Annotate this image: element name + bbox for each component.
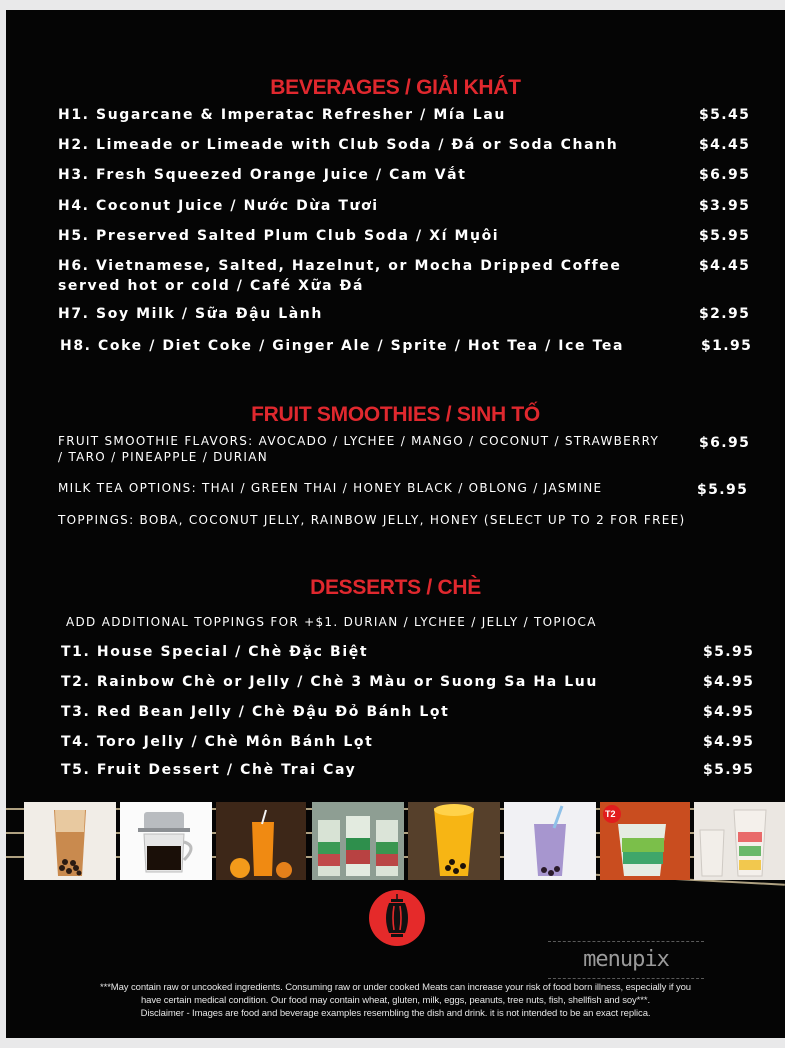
item-name: T3. Red Bean Jelly / Chè Đậu Đỏ Bánh Lọt [61, 704, 450, 720]
toppings-note: TOPPINGS: BOBA, COCONUT JELLY, RAINBOW JELLY, HONEY (SELECT UP TO 2 FOR FREE) [58, 513, 686, 527]
mango-smoothie-photo [408, 802, 500, 880]
item-price: $6.95 [699, 167, 751, 183]
item-name: H4. Coconut Juice / Nước Dừa Tươi [58, 198, 379, 214]
item-name: H7. Soy Milk / Sữa Đậu Lành [58, 306, 323, 322]
item-name: T2. Rainbow Chè or Jelly / Chè 3 Màu or Suong Sa Ha Luu [61, 674, 598, 690]
disclaimer-line: ***May contain raw or uncooked ingredients. Consuming raw or under cooked Meats can increase your risk of food born illness, especially if you [100, 982, 691, 993]
rainbow-jelly-photo [600, 802, 690, 880]
orange-juice-photo [216, 802, 306, 880]
item-name: H1. Sugarcane & Imperatac Refresher / Mía Lau [58, 107, 506, 123]
coffee-photo [120, 802, 212, 880]
photo-strip [6, 802, 785, 882]
lantern-icon [369, 890, 425, 946]
milk-tea-price: $5.95 [697, 482, 749, 498]
smoothie-flavors: FRUIT SMOOTHIE FLAVORS: AVOCADO / LYCHEE / MANGO / COCONUT / STRAWBERRY / TARO / PINEAPPLE / DURIAN [58, 434, 660, 464]
item-name: T1. House Special / Chè Đặc Biệt [61, 644, 369, 660]
taro-smoothie-photo [504, 802, 596, 880]
smoothies-heading: FRUIT SMOOTHIES / SINH TỐ [251, 403, 540, 426]
item-price: $5.95 [703, 644, 755, 660]
menupix-watermark: menupix [548, 941, 704, 979]
desserts-heading: DESSERTS / CHÈ [310, 576, 481, 599]
disclaimer-line: Disclaimer - Images are food and beverage examples resembling the dish and drink. it is not intended to be an exact replica. [140, 1008, 651, 1019]
item-price: $5.45 [699, 107, 751, 123]
item-price: $4.95 [703, 704, 755, 720]
item-name: H2. Limeade or Limeade with Club Soda / Đá or Soda Chanh [58, 137, 619, 153]
item-name: H6. Vietnamese, Salted, Hazelnut, or Mocha Dripped Coffee served hot or cold / Café Xữa Đá [58, 258, 622, 294]
beverages-heading: BEVERAGES / GIẢI KHÁT [270, 76, 521, 99]
item-name: T5. Fruit Dessert / Chè Trai Cay [61, 762, 357, 778]
item-price: $4.95 [703, 734, 755, 750]
item-price: $4.95 [703, 674, 755, 690]
lantern-logo [369, 890, 425, 946]
item-price: $2.95 [699, 306, 751, 322]
item-price: $4.45 [699, 137, 751, 153]
item-price: $4.45 [699, 258, 751, 274]
item-name: T4. Toro Jelly / Chè Môn Bánh Lọt [61, 734, 374, 750]
thai-tea-photo [24, 802, 116, 880]
smoothie-price: $6.95 [699, 435, 751, 451]
rainbow-che-photo [312, 802, 404, 880]
item-name: H3. Fresh Squeezed Orange Juice / Cam Vắt [58, 167, 467, 183]
milk-tea-options: MILK TEA OPTIONS: THAI / GREEN THAI / HONEY BLACK / OBLONG / JASMINE [58, 481, 603, 495]
item-name: H5. Preserved Salted Plum Club Soda / Xí Mụôi [58, 228, 500, 244]
item-price: $3.95 [699, 198, 751, 214]
disclaimer [26, 981, 765, 1020]
item-price: $5.95 [703, 762, 755, 778]
fruit-dessert-photo [694, 802, 785, 880]
t2-badge: T2 [605, 809, 616, 819]
dessert-toppings-note: ADD ADDITIONAL TOPPINGS FOR +$1. DURIAN / LYCHEE / JELLY / TOPIOCA [66, 615, 597, 629]
item-price: $5.95 [699, 228, 751, 244]
item-name: H8. Coke / Diet Coke / Ginger Ale / Sprite / Hot Tea / Ice Tea [60, 338, 625, 354]
menu-page [6, 10, 785, 1038]
item-price: $1.95 [701, 338, 753, 354]
disclaimer-line: have certain medical condition. Our food may contain wheat, gluten, milk, eggs, peanuts, tree nuts, fish, shellfish and soy***. [140, 995, 651, 1006]
